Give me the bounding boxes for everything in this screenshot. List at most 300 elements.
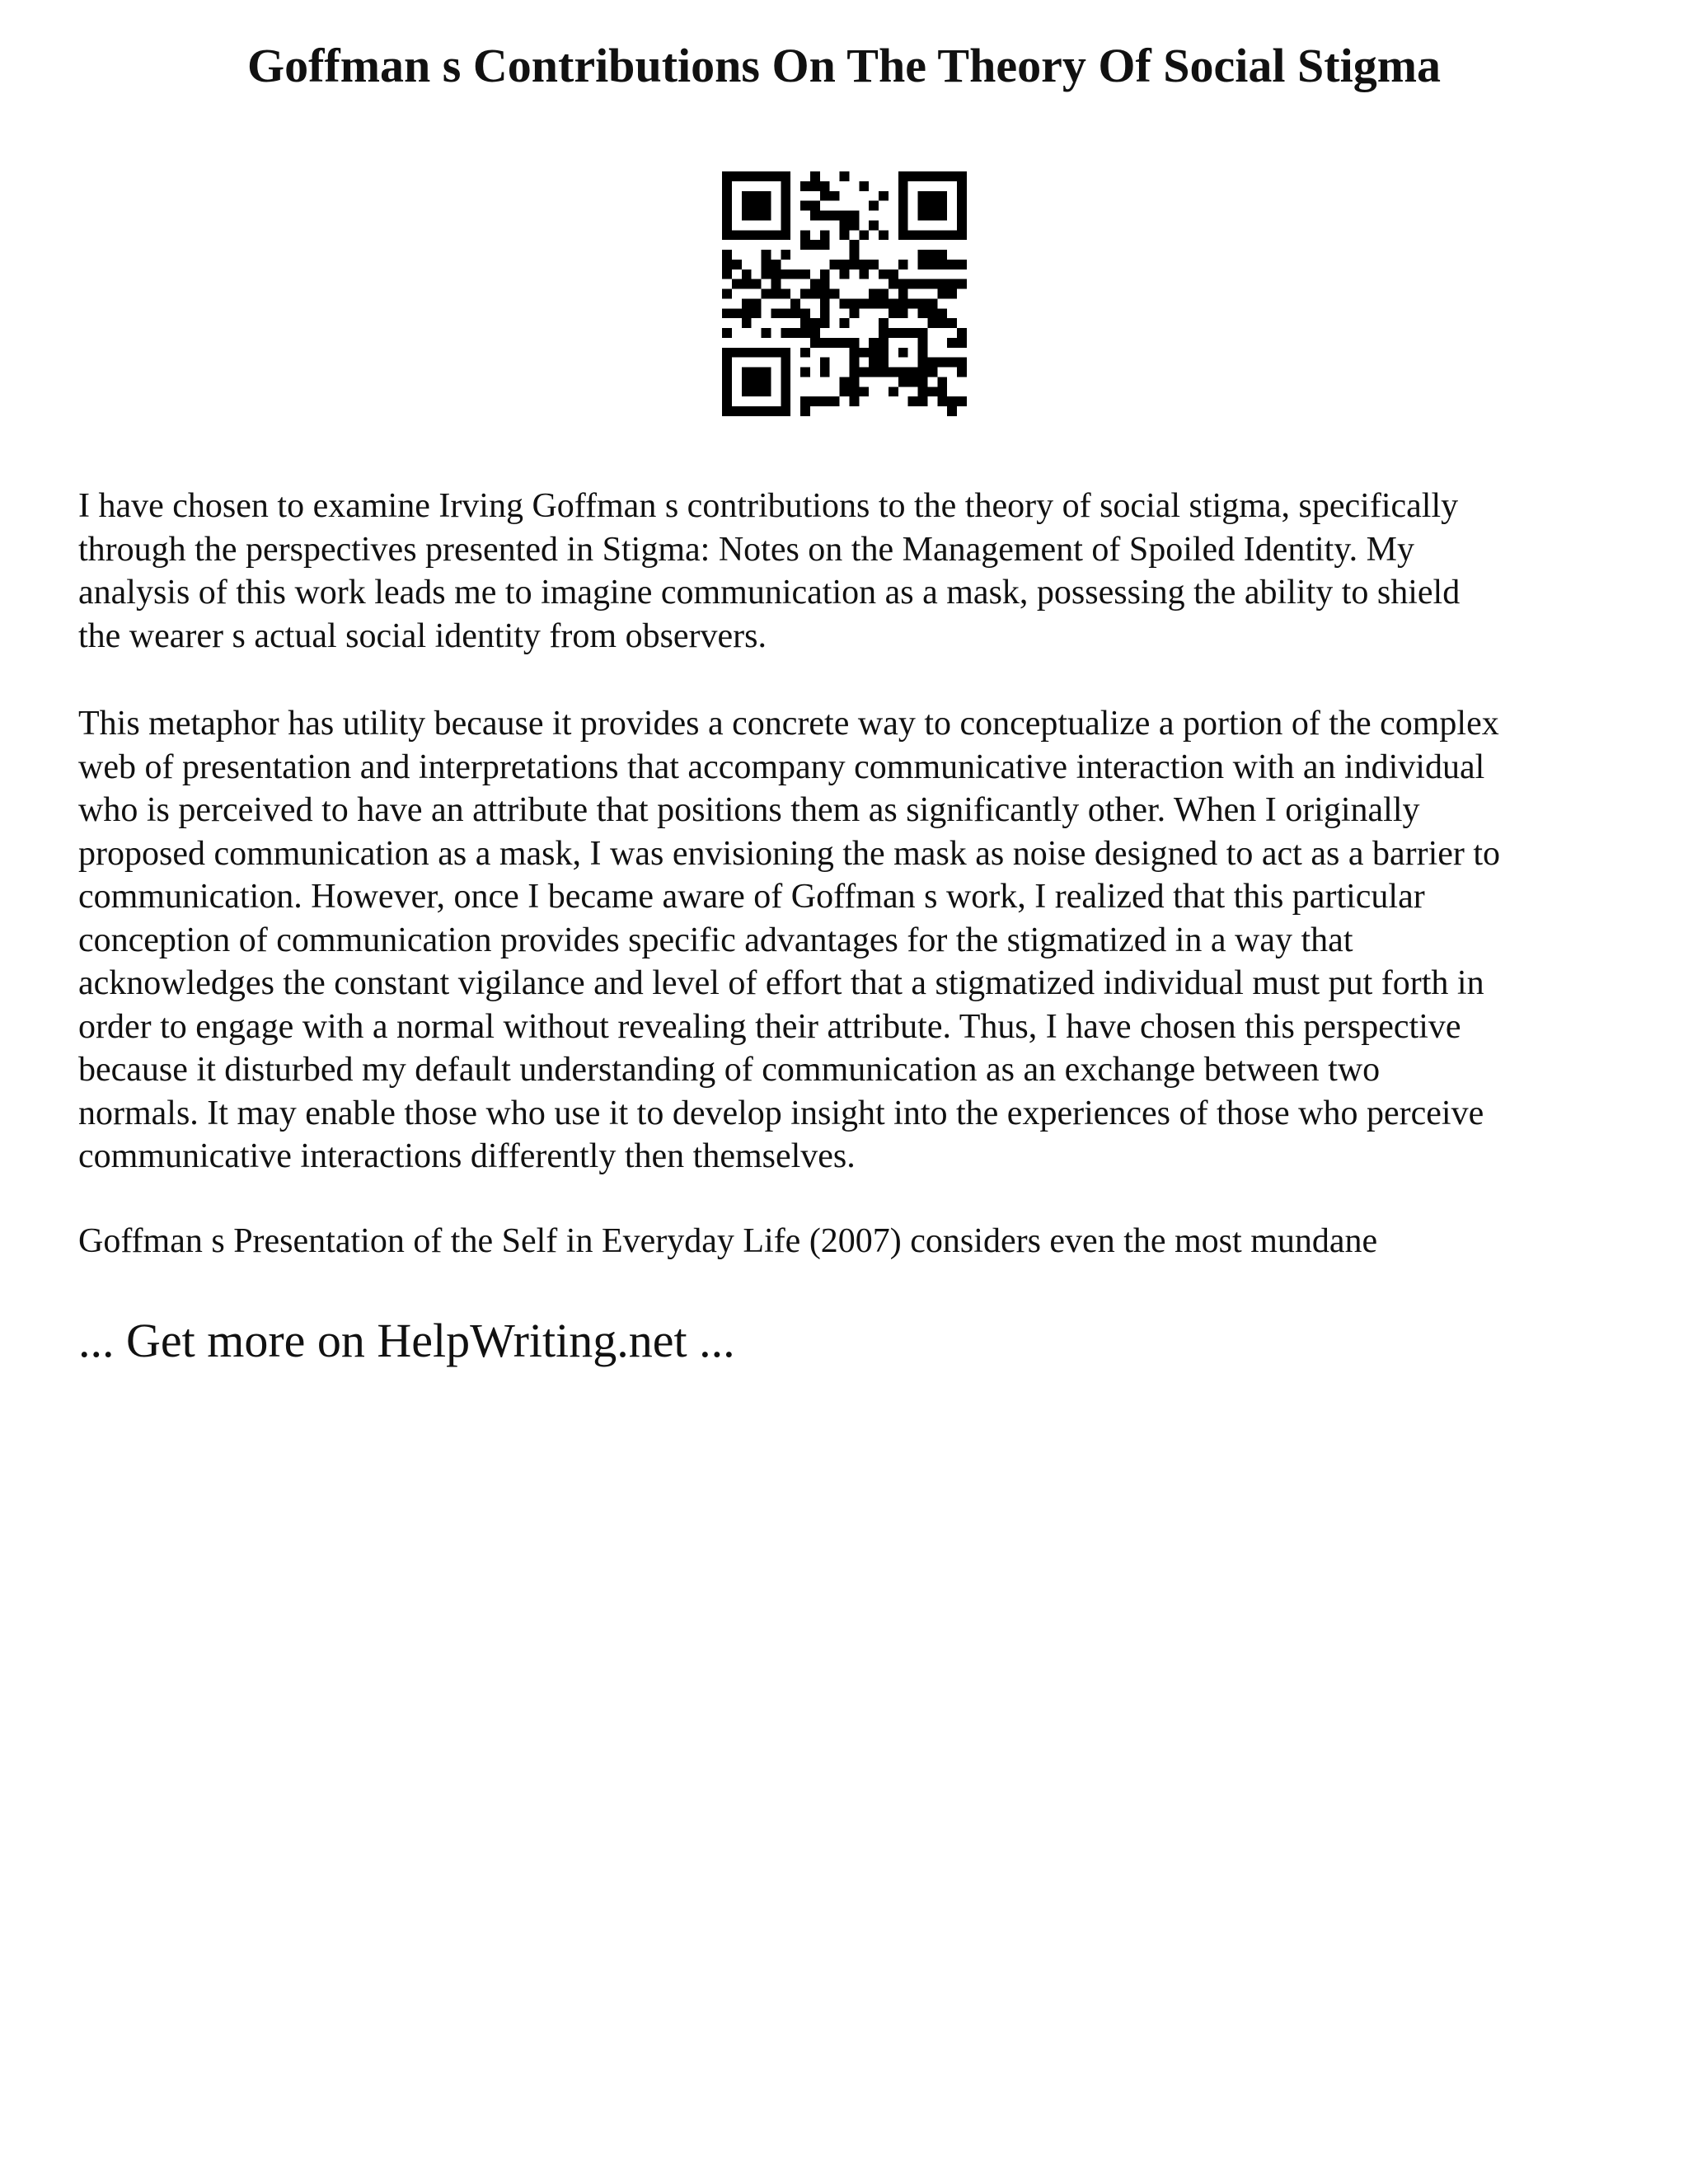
qr-module bbox=[889, 328, 898, 338]
qr-module bbox=[918, 348, 928, 358]
qr-module bbox=[957, 279, 967, 289]
qr-module bbox=[790, 298, 800, 308]
qr-module bbox=[762, 269, 771, 279]
qr-module bbox=[869, 289, 879, 299]
qr-module bbox=[722, 250, 732, 260]
qr-module bbox=[752, 171, 762, 181]
qr-module bbox=[781, 201, 790, 211]
qr-module bbox=[879, 269, 889, 279]
qr-module bbox=[898, 328, 908, 338]
qr-module bbox=[771, 289, 781, 299]
qr-module bbox=[879, 191, 889, 201]
qr-module bbox=[820, 368, 830, 377]
qr-module bbox=[771, 171, 781, 181]
qr-module bbox=[781, 377, 790, 387]
qr-module bbox=[927, 387, 937, 396]
qr-module bbox=[947, 318, 957, 328]
qr-module bbox=[859, 269, 869, 279]
qr-module bbox=[927, 318, 937, 328]
paragraph-line: order to engage with a normal without revealing their attribute. Thus, I have chosen this perspective bbox=[78, 1007, 1461, 1046]
qr-module bbox=[859, 368, 869, 377]
qr-module bbox=[722, 348, 732, 358]
qr-module bbox=[957, 358, 967, 368]
qr-module bbox=[908, 171, 918, 181]
qr-module bbox=[849, 211, 859, 221]
qr-module bbox=[849, 338, 859, 348]
qr-module bbox=[752, 279, 762, 289]
qr-module bbox=[800, 201, 810, 211]
qr-module bbox=[781, 211, 790, 221]
qr-module bbox=[889, 308, 898, 318]
qr-module bbox=[781, 289, 790, 299]
qr-module bbox=[908, 368, 918, 377]
qr-module bbox=[752, 387, 762, 396]
qr-module bbox=[771, 308, 781, 318]
qr-module bbox=[879, 230, 889, 240]
qr-module bbox=[937, 230, 947, 240]
qr-module bbox=[937, 279, 947, 289]
qr-module bbox=[742, 201, 752, 211]
qr-module bbox=[762, 250, 771, 260]
paragraph-line: who is perceived to have an attribute that positions them as significantly other. When I originally bbox=[78, 791, 1420, 829]
qr-module bbox=[859, 348, 869, 358]
qr-module bbox=[830, 211, 840, 221]
qr-module bbox=[918, 171, 928, 181]
qr-module bbox=[849, 358, 859, 368]
qr-module bbox=[781, 358, 790, 368]
qr-module bbox=[732, 406, 742, 416]
qr-module bbox=[957, 211, 967, 221]
qr-module bbox=[752, 201, 762, 211]
qr-module bbox=[937, 358, 947, 368]
qr-module bbox=[869, 368, 879, 377]
qr-module bbox=[918, 230, 928, 240]
qr-module bbox=[800, 348, 810, 358]
qr-module bbox=[957, 201, 967, 211]
qr-module bbox=[840, 171, 850, 181]
qr-module bbox=[840, 260, 850, 269]
qr-module bbox=[781, 220, 790, 230]
qr-module bbox=[810, 328, 820, 338]
paragraph-line: proposed communication as a mask, I was envisioning the mask as noise designed to act as a barrier to bbox=[78, 834, 1501, 873]
qr-module bbox=[918, 338, 928, 348]
qr-module bbox=[762, 406, 771, 416]
paragraph-line: the wearer s actual social identity from observers. bbox=[78, 616, 767, 655]
qr-module bbox=[889, 368, 898, 377]
qr-module bbox=[742, 298, 752, 308]
qr-module bbox=[927, 211, 937, 221]
qr-module bbox=[820, 358, 830, 368]
qr-module bbox=[840, 377, 850, 387]
qr-module bbox=[771, 269, 781, 279]
qr-module bbox=[947, 338, 957, 348]
qr-module bbox=[889, 279, 898, 289]
qr-module bbox=[937, 377, 947, 387]
qr-module bbox=[820, 396, 830, 406]
qr-module bbox=[820, 289, 830, 299]
qr-module bbox=[927, 171, 937, 181]
qr-module bbox=[927, 298, 937, 308]
qr-module bbox=[781, 230, 790, 240]
qr-module bbox=[742, 171, 752, 181]
qr-module bbox=[908, 396, 918, 406]
qr-module bbox=[732, 171, 742, 181]
qr-module bbox=[918, 260, 928, 269]
qr-module bbox=[859, 230, 869, 240]
qr-module bbox=[898, 260, 908, 269]
qr-module bbox=[722, 396, 732, 406]
qr-module bbox=[898, 181, 908, 191]
qr-module bbox=[810, 338, 820, 348]
qr-module bbox=[781, 269, 790, 279]
qr-module bbox=[879, 328, 889, 338]
qr-module bbox=[937, 260, 947, 269]
qr-module bbox=[800, 308, 810, 318]
qr-module bbox=[722, 377, 732, 387]
qr-module bbox=[820, 338, 830, 348]
qr-module bbox=[937, 318, 947, 328]
paragraph-line: acknowledges the constant vigilance and level of effort that a stigmatized individual must put forth in bbox=[78, 964, 1484, 1002]
qr-module bbox=[898, 220, 908, 230]
qr-module bbox=[820, 181, 830, 191]
qr-module bbox=[918, 328, 928, 338]
qr-module bbox=[722, 220, 732, 230]
qr-module bbox=[830, 396, 840, 406]
qr-module bbox=[752, 298, 762, 308]
qr-module bbox=[918, 201, 928, 211]
qr-module bbox=[918, 387, 928, 396]
qr-module bbox=[947, 230, 957, 240]
qr-module bbox=[927, 201, 937, 211]
qr-module bbox=[742, 318, 752, 328]
qr-module bbox=[742, 308, 752, 318]
qr-module bbox=[810, 181, 820, 191]
qr-module bbox=[937, 387, 947, 396]
qr-module bbox=[898, 348, 908, 358]
paragraph-line: analysis of this work leads me to imagine communication as a mask, possessing the ability to shield bbox=[78, 574, 1461, 612]
paragraph-line: Goffman s Presentation of the Self in Everyday Life (2007) considers even the most mundane bbox=[78, 1222, 1378, 1260]
qr-module bbox=[859, 260, 869, 269]
qr-module bbox=[800, 328, 810, 338]
qr-module bbox=[947, 289, 957, 299]
paragraph-line: through the perspectives presented in Stigma: Notes on the Management of Spoiled Identity. My bbox=[78, 530, 1414, 569]
qr-module bbox=[898, 289, 908, 299]
qr-module bbox=[752, 377, 762, 387]
qr-module bbox=[859, 298, 869, 308]
qr-module bbox=[762, 171, 771, 181]
qr-module bbox=[869, 338, 879, 348]
qr-module bbox=[752, 191, 762, 201]
qr-module bbox=[722, 406, 732, 416]
qr-module bbox=[908, 279, 918, 289]
qr-module bbox=[947, 396, 957, 406]
qr-module bbox=[869, 201, 879, 211]
qr-module bbox=[762, 348, 771, 358]
qr-module bbox=[927, 191, 937, 201]
qr-module bbox=[810, 318, 820, 328]
qr-module bbox=[820, 269, 830, 279]
paragraph-line: web of presentation and interpretations that accompany communicative interaction with an individual bbox=[78, 748, 1485, 786]
qr-module bbox=[800, 396, 810, 406]
qr-module bbox=[957, 260, 967, 269]
qr-module bbox=[771, 260, 781, 269]
qr-module bbox=[869, 358, 879, 368]
qr-module bbox=[849, 260, 859, 269]
qr-module bbox=[937, 396, 947, 406]
qr-module bbox=[722, 269, 732, 279]
qr-module bbox=[918, 279, 928, 289]
qr-module bbox=[937, 211, 947, 221]
page-title: Goffman s Contributions On The Theory Of Social Stigma bbox=[246, 39, 1442, 92]
qr-module bbox=[859, 181, 869, 191]
qr-module bbox=[918, 396, 928, 406]
qr-module bbox=[849, 308, 859, 318]
qr-module bbox=[840, 338, 850, 348]
qr-module bbox=[840, 230, 850, 240]
qr-module bbox=[752, 211, 762, 221]
qr-module bbox=[810, 279, 820, 289]
qr-module bbox=[790, 269, 800, 279]
qr-module bbox=[800, 181, 810, 191]
paragraph-line: normals. It may enable those who use it to develop insight into the experiences of those who perceive bbox=[78, 1094, 1484, 1132]
qr-module bbox=[898, 230, 908, 240]
qr-module bbox=[752, 368, 762, 377]
qr-module bbox=[762, 260, 771, 269]
qr-module bbox=[820, 191, 830, 201]
qr-module bbox=[947, 406, 957, 416]
qr-module bbox=[742, 269, 752, 279]
qr-module bbox=[722, 191, 732, 201]
qr-module bbox=[849, 377, 859, 387]
qr-module bbox=[898, 201, 908, 211]
qr-module bbox=[957, 328, 967, 338]
qr-module bbox=[722, 260, 732, 269]
qr-module bbox=[781, 348, 790, 358]
qr-module bbox=[752, 348, 762, 358]
qr-module bbox=[722, 308, 732, 318]
qr-module bbox=[947, 358, 957, 368]
qr-module bbox=[742, 348, 752, 358]
qr-module bbox=[820, 279, 830, 289]
qr-module bbox=[840, 269, 850, 279]
qr-module bbox=[732, 348, 742, 358]
qr-module bbox=[937, 308, 947, 318]
qr-module bbox=[722, 171, 732, 181]
qr-module bbox=[781, 191, 790, 201]
qr-module bbox=[947, 260, 957, 269]
qr-module bbox=[800, 230, 810, 240]
qr-module bbox=[752, 230, 762, 240]
qr-module bbox=[732, 279, 742, 289]
qr-module bbox=[771, 279, 781, 289]
qr-module bbox=[918, 250, 928, 260]
qr-module bbox=[820, 211, 830, 221]
qr-module bbox=[849, 298, 859, 308]
qr-module bbox=[869, 348, 879, 358]
qr-module bbox=[742, 377, 752, 387]
paragraph-1 bbox=[78, 485, 1628, 658]
qr-module bbox=[898, 279, 908, 289]
qr-module bbox=[889, 387, 898, 396]
qr-module bbox=[879, 368, 889, 377]
qr-module bbox=[849, 240, 859, 250]
qr-module bbox=[722, 289, 732, 299]
qr-module bbox=[898, 308, 908, 318]
paragraph-line: because it disturbed my default understanding of communication as an exchange between two bbox=[78, 1051, 1381, 1089]
qr-module bbox=[722, 201, 732, 211]
paragraph-line: I have chosen to examine Irving Goffman s contributions to the theory of social stigma, specifically bbox=[78, 487, 1459, 525]
qr-module bbox=[722, 358, 732, 368]
qr-module bbox=[722, 368, 732, 377]
qr-module bbox=[781, 368, 790, 377]
qr-module bbox=[781, 406, 790, 416]
qr-module bbox=[937, 201, 947, 211]
qr-module bbox=[781, 328, 790, 338]
qr-module bbox=[722, 328, 732, 338]
qr-module bbox=[898, 298, 908, 308]
qr-module bbox=[790, 328, 800, 338]
qr-module bbox=[918, 191, 928, 201]
qr-module bbox=[918, 368, 928, 377]
qr-module bbox=[869, 220, 879, 230]
qr-module bbox=[752, 308, 762, 318]
qr-module bbox=[762, 191, 771, 201]
paragraph-line: This metaphor has utility because it provides a concrete way to conceptualize a portion of the complex bbox=[78, 705, 1499, 743]
qr-module bbox=[957, 171, 967, 181]
qr-module bbox=[937, 171, 947, 181]
qr-module bbox=[771, 406, 781, 416]
qr-module bbox=[957, 338, 967, 348]
qr-module bbox=[810, 211, 820, 221]
qr-module bbox=[889, 298, 898, 308]
qr-module bbox=[800, 240, 810, 250]
qr-module bbox=[879, 289, 889, 299]
qr-module bbox=[781, 181, 790, 191]
qr-module bbox=[849, 250, 859, 260]
qr-module bbox=[849, 387, 859, 396]
qr-module bbox=[908, 298, 918, 308]
qr-module bbox=[830, 191, 840, 201]
qr-module bbox=[762, 368, 771, 377]
qr-module bbox=[781, 171, 790, 181]
qr-module bbox=[732, 260, 742, 269]
paragraph-2 bbox=[78, 702, 1628, 1179]
qr-module bbox=[908, 328, 918, 338]
qr-module bbox=[889, 269, 898, 279]
qr-module bbox=[937, 191, 947, 201]
qr-module bbox=[918, 298, 928, 308]
qr-module bbox=[762, 289, 771, 299]
qr-module bbox=[781, 396, 790, 406]
qr-module bbox=[820, 298, 830, 308]
qr-module bbox=[840, 211, 850, 221]
qr-module bbox=[898, 191, 908, 201]
qr-module bbox=[820, 318, 830, 328]
qr-module bbox=[898, 171, 908, 181]
qr-module bbox=[957, 396, 967, 406]
qr-module bbox=[879, 318, 889, 328]
paragraph-3 bbox=[78, 1220, 1628, 1263]
qr-module bbox=[898, 211, 908, 221]
paragraph-line: communicative interactions differently then themselves. bbox=[78, 1137, 856, 1175]
qr-module bbox=[879, 358, 889, 368]
qr-module bbox=[957, 181, 967, 191]
qr-module bbox=[918, 358, 928, 368]
qr-module bbox=[898, 368, 908, 377]
qr-module bbox=[849, 220, 859, 230]
qr-code-icon bbox=[722, 171, 967, 416]
qr-module bbox=[869, 260, 879, 269]
qr-module bbox=[742, 387, 752, 396]
qr-module bbox=[840, 318, 850, 328]
qr-module bbox=[869, 298, 879, 308]
qr-module bbox=[762, 201, 771, 211]
qr-module bbox=[840, 298, 850, 308]
qr-module bbox=[800, 406, 810, 416]
qr-module bbox=[742, 279, 752, 289]
qr-module bbox=[879, 298, 889, 308]
qr-module bbox=[732, 230, 742, 240]
qr-module bbox=[800, 289, 810, 299]
qr-module bbox=[810, 240, 820, 250]
qr-module bbox=[820, 230, 830, 240]
qr-module bbox=[742, 230, 752, 240]
qr-module bbox=[762, 377, 771, 387]
qr-module bbox=[771, 348, 781, 358]
qr-module bbox=[947, 279, 957, 289]
qr-module bbox=[840, 220, 850, 230]
qr-module bbox=[918, 211, 928, 221]
qr-module bbox=[918, 308, 928, 318]
qr-module bbox=[937, 250, 947, 260]
qr-module bbox=[947, 171, 957, 181]
qr-module bbox=[927, 308, 937, 318]
qr-module bbox=[752, 406, 762, 416]
qr-module bbox=[937, 289, 947, 299]
qr-module bbox=[927, 279, 937, 289]
qr-module bbox=[849, 368, 859, 377]
qr-module bbox=[722, 181, 732, 191]
qr-module bbox=[762, 387, 771, 396]
qr-module bbox=[879, 338, 889, 348]
qr-module bbox=[800, 269, 810, 279]
qr-module bbox=[830, 289, 840, 299]
qr-module bbox=[820, 308, 830, 318]
qr-module bbox=[830, 338, 840, 348]
qr-module bbox=[810, 201, 820, 211]
qr-module bbox=[800, 318, 810, 328]
qr-module bbox=[810, 171, 820, 181]
qr-module bbox=[810, 289, 820, 299]
qr-module bbox=[732, 308, 742, 318]
qr-module bbox=[927, 230, 937, 240]
qr-module bbox=[800, 368, 810, 377]
get-more-link[interactable]: ... Get more on HelpWriting.net ... bbox=[78, 1314, 735, 1367]
qr-module bbox=[790, 308, 800, 318]
qr-module bbox=[879, 348, 889, 358]
qr-module bbox=[859, 387, 869, 396]
qr-module bbox=[742, 191, 752, 201]
paragraph-line: communication. However, once I became aware of Goffman s work, I realized that this particular bbox=[78, 878, 1425, 916]
qr-module bbox=[898, 377, 908, 387]
qr-module bbox=[927, 250, 937, 260]
paragraph-line: conception of communication provides specific advantages for the stigmatized in a way that bbox=[78, 921, 1353, 959]
qr-module bbox=[957, 230, 967, 240]
qr-module bbox=[722, 211, 732, 221]
qr-module bbox=[722, 230, 732, 240]
qr-module bbox=[722, 387, 732, 396]
qr-module bbox=[781, 387, 790, 396]
